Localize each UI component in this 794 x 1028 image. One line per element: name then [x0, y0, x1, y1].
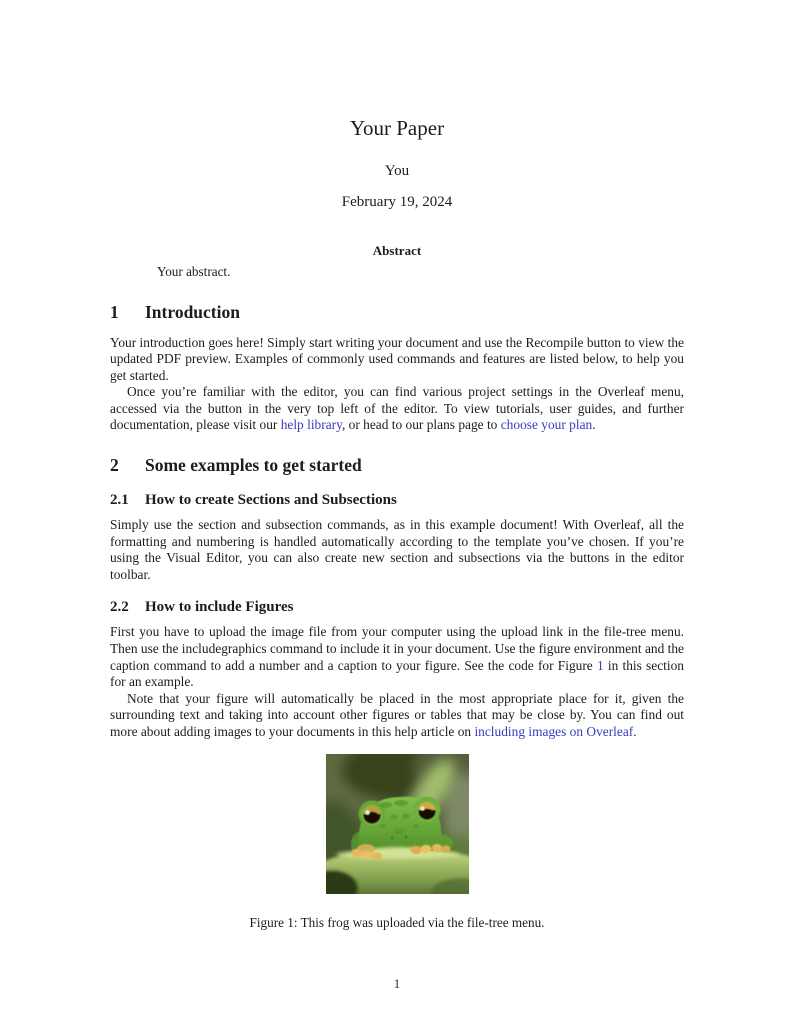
text-run: Your introduction goes here! Simply start writing your document and use the Recompile button to view the updated PDF preview. Examples of commonly used commands and features are listed below, to help you get started.	[110, 334, 684, 383]
abstract-text: Your abstract.	[157, 264, 231, 279]
choose-your-plan-link[interactable]: choose your plan	[500, 417, 593, 433]
text-run: Once you’re familiar with the editor, you can find various project settings in the Overleaf menu, accessed via the button in the very top left of the editor. To view tutorials, user guides, and further documentation, please visit our	[110, 384, 684, 433]
text-run: .	[592, 417, 596, 433]
page-number: 1	[393, 976, 401, 991]
help-library-link[interactable]: help library	[280, 417, 342, 433]
section-heading-examples	[110, 455, 684, 476]
subsection-heading-figures	[110, 598, 684, 616]
paper-date: February 19, 2024	[341, 194, 453, 210]
paragraph	[110, 624, 684, 690]
paragraph	[110, 384, 684, 434]
paragraph	[110, 691, 684, 741]
figure-image-frog	[326, 754, 469, 894]
text-run: , or head to our plans page to	[341, 417, 501, 433]
including-images-overleaf-link[interactable]: including images on Overleaf	[474, 724, 634, 739]
section-number: 1	[110, 301, 119, 322]
text-run: in this section for an example.	[110, 657, 684, 690]
paper-title: Your Paper	[349, 116, 445, 140]
section-heading-introduction	[110, 302, 684, 323]
figure-caption: Figure 1: This frog was uploaded via the file-tree menu.	[249, 914, 545, 930]
subsection-title: How to create Sections and Subsections	[145, 492, 397, 509]
abstract-block	[110, 243, 684, 281]
text-run: Simply use the section and subsection commands, as in this example document! With Overleaf, all the formatting and numbering is handled automatically according to the template you’ve chosen. If you’re using the Visual Editor, you can also create new section and subsections via the buttons in the editor toolbar.	[110, 517, 684, 582]
section-title: Introduction	[145, 301, 240, 322]
subsection-number: 2.1	[110, 492, 129, 509]
subsection-number: 2.2	[110, 599, 129, 616]
subsection-heading-sections	[110, 491, 684, 509]
figure-1-ref-link[interactable]: 1	[596, 657, 604, 673]
section-title: Some examples to get started	[145, 455, 362, 476]
text-run: Note that your figure will automatically be placed in the most appropriate place for it, given the surrounding text and taking into account other figures or tables that may be close by. You can find out more about adding images to your documents in this help article on	[110, 690, 684, 739]
section-number: 2	[110, 455, 119, 476]
paper-author: You	[384, 163, 410, 179]
text-run: .	[633, 724, 637, 739]
abstract-heading: Abstract	[372, 243, 422, 258]
figure-1	[110, 754, 684, 931]
paragraph	[110, 335, 684, 385]
subsection-title: How to include Figures	[145, 599, 294, 616]
paragraph	[110, 517, 684, 583]
text-run: First you have to upload the image file from your computer using the upload link in the file-tree menu. Then use the includegraphics command to include it in your document. Use the figure environment and the caption command to add a number and a caption to your figure. See the code for Figure	[110, 624, 684, 673]
